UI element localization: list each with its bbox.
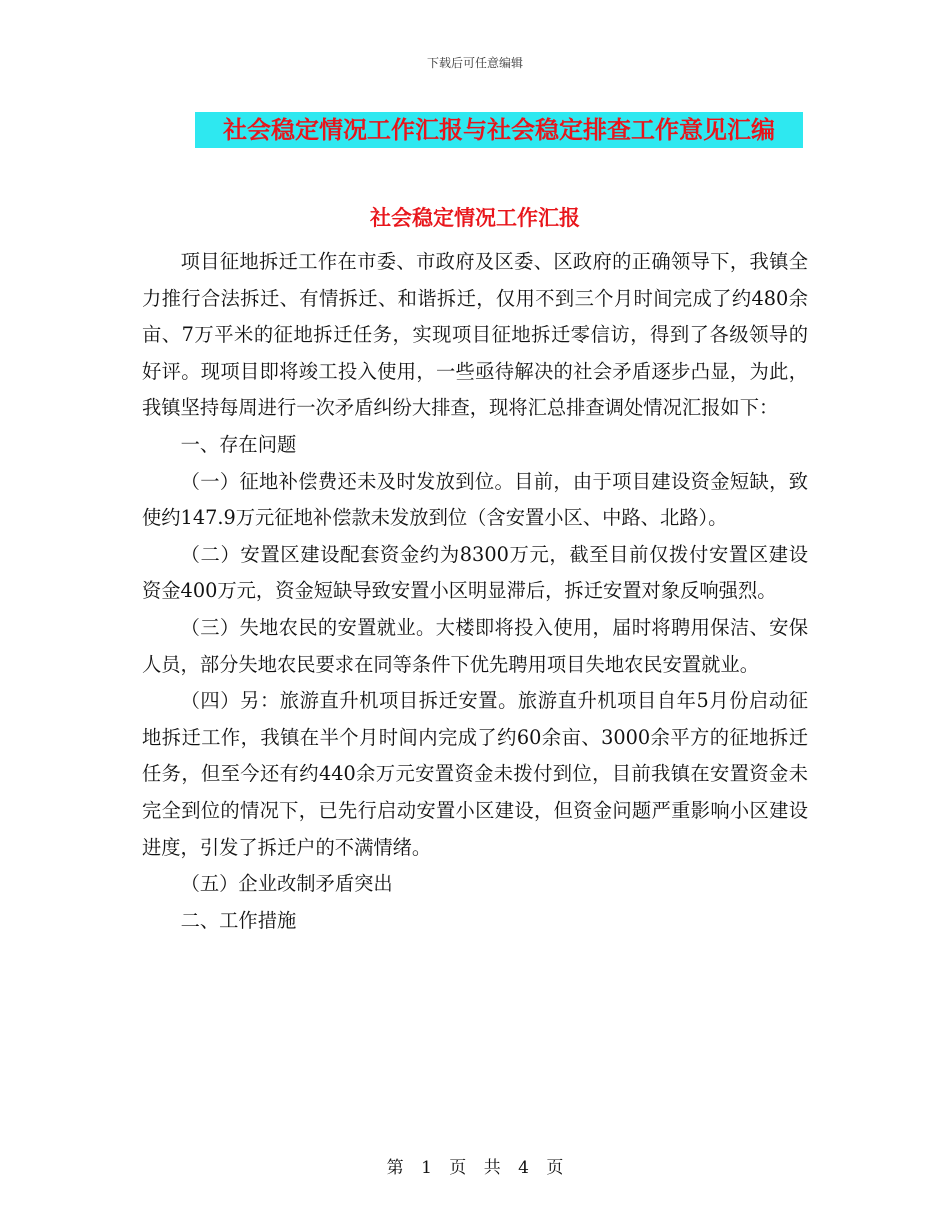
paragraph-problem-1: （一）征地补偿费还未及时发放到位。目前，由于项目建设资金短缺，致使约147.9万元征地补偿款未发放到位（含安置小区、中路、北路）。: [142, 469, 808, 530]
document-body: [142, 244, 808, 939]
page-footer: [0, 1153, 950, 1178]
footer-total-unit: 页: [546, 1158, 564, 1178]
paragraph-intro: 项目征地拆迁工作在市委、市政府及区委、区政府的正确领导下，我镇全力推行合法拆迁、有情拆迁、和谐拆迁，仅用不到三个月时间完成了约480余亩、7万平米的征地拆迁任务，实现项目征地拆迁零信访，得到了各级领导的好评。现项目即将竣工投入使用，一些亟待解决的社会矛盾逐步凸显，为此，我镇坚持每周进行一次矛盾纠纷大排查，现将汇总排查调处情况汇报如下：: [142, 250, 808, 420]
footer-total-word: 共: [483, 1158, 501, 1178]
footer-page-current: 1: [421, 1158, 432, 1178]
footer-page-total: 4: [518, 1158, 529, 1178]
paragraph-problem-4: （四）另：旅游直升机项目拆迁安置。旅游直升机项目自年5月份启动征地拆迁工作，我镇在半个月时间内完成了约60余亩、3000余平方的征地拆迁任务，但至今还有约440余万元安置资金未拨付到位，目前我镇在安置资金未完全到位的情况下，已先行启动安置小区建设，但资金问题严重影响小区建设进度，引发了拆迁户的不满情绪。: [142, 689, 808, 859]
paragraph-problem-5: （五）企业改制矛盾突出: [180, 872, 393, 896]
header-note: 下载后可任意编辑: [426, 56, 523, 70]
heading-work-measures: 二、工作措施: [180, 908, 297, 932]
section-title: 社会稳定情况工作汇报: [370, 206, 580, 230]
document-main-title: 社会稳定情况工作汇报与社会稳定排查工作意见汇编: [195, 112, 803, 148]
footer-page-word: 第: [386, 1158, 404, 1178]
paragraph-problem-3: （三）失地农民的安置就业。大楼即将投入使用，届时将聘用保洁、安保人员，部分失地农民要求在同等条件下优先聘用项目失地农民安置就业。: [142, 615, 808, 676]
footer-page-unit: 页: [449, 1158, 467, 1178]
paragraph-problem-2: （二）安置区建设配套资金约为8300万元，截至目前仅拨付安置区建设资金400万元，资金短缺导致安置小区明显滞后，拆迁安置对象反响强烈。: [142, 542, 808, 603]
heading-existing-problems: 一、存在问题: [180, 432, 297, 456]
